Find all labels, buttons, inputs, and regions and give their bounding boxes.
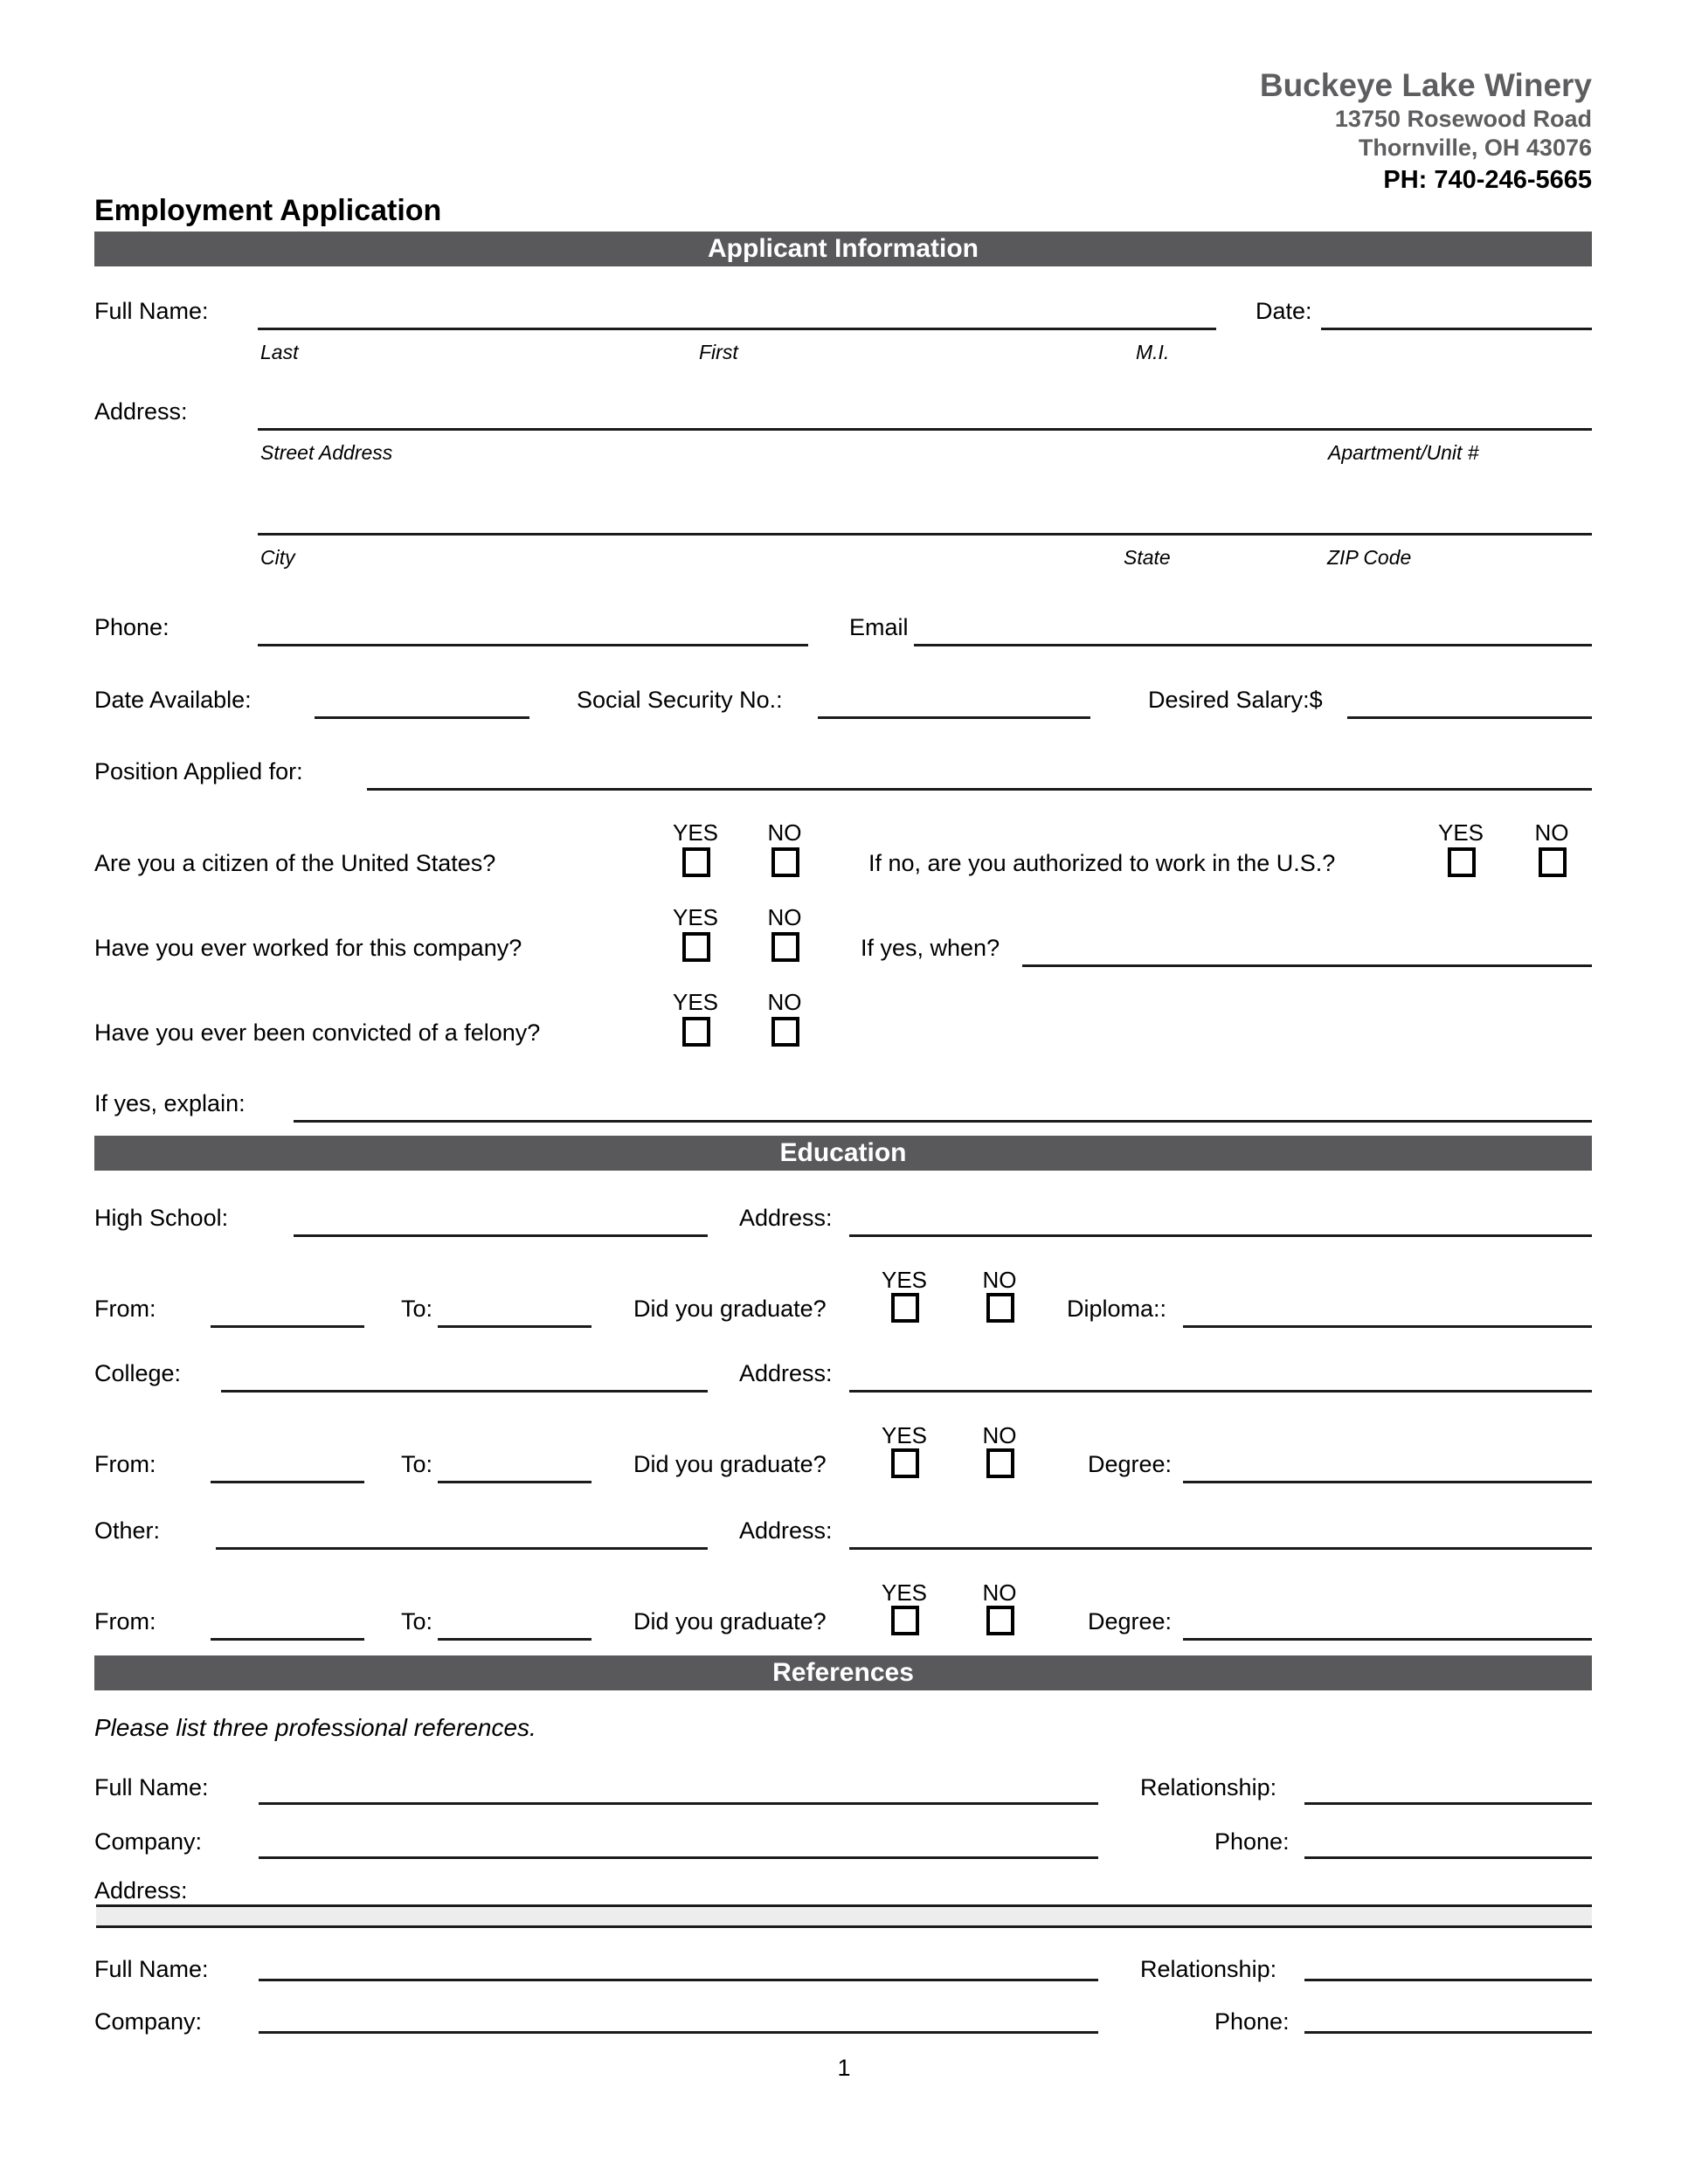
state-hint: State — [1124, 546, 1171, 569]
company-header — [1260, 66, 1592, 196]
hs-graduate-no-checkbox[interactable] — [986, 1293, 1014, 1323]
explain-label: If yes, explain: — [94, 1090, 246, 1116]
citizen-question: Are you a citizen of the United States? — [94, 850, 496, 876]
diploma-line[interactable] — [1183, 1296, 1592, 1328]
college-to-label: To: — [401, 1451, 433, 1477]
other-graduate-no-header: NO — [982, 1579, 1017, 1606]
full-name-line[interactable] — [258, 298, 1216, 330]
first-name-hint: First — [699, 341, 738, 363]
college-graduate-yes-checkbox[interactable] — [891, 1448, 919, 1478]
college-from-line[interactable] — [211, 1451, 364, 1483]
hs-graduate-question: Did you graduate? — [633, 1296, 827, 1322]
college-graduate-question: Did you graduate? — [633, 1451, 827, 1477]
high-school-line[interactable] — [294, 1205, 708, 1237]
apartment-unit-hint: Apartment/Unit # — [1328, 441, 1479, 464]
last-name-hint: Last — [260, 341, 299, 363]
city-hint: City — [260, 546, 295, 569]
college-graduate-no-checkbox[interactable] — [986, 1448, 1014, 1478]
phone-label: Phone: — [94, 614, 169, 640]
other-from-label: From: — [94, 1608, 156, 1635]
email-label: Email — [849, 614, 909, 640]
street-address-hint: Street Address — [260, 441, 393, 464]
hs-graduate-yes-checkbox[interactable] — [891, 1293, 919, 1323]
ref2-company-label: Company: — [94, 2008, 203, 2035]
high-school-address-label: Address: — [739, 1205, 833, 1231]
ref2-relationship-label: Relationship: — [1140, 1956, 1277, 1982]
date-available-label: Date Available: — [94, 687, 252, 713]
other-from-line[interactable] — [211, 1608, 364, 1641]
ref1-company-label: Company: — [94, 1828, 203, 1855]
worked-yes-header: YES — [672, 904, 719, 930]
other-degree-label: Degree: — [1088, 1608, 1173, 1635]
authorized-no-checkbox[interactable] — [1539, 847, 1567, 877]
college-label: College: — [94, 1360, 182, 1386]
college-address-label: Address: — [739, 1360, 833, 1386]
citizen-no-checkbox[interactable] — [771, 847, 799, 877]
zip-code-hint: ZIP Code — [1327, 546, 1412, 569]
other-to-line[interactable] — [438, 1608, 591, 1641]
ssn-line[interactable] — [818, 687, 1090, 719]
ref2-company-line[interactable] — [259, 2001, 1098, 2034]
worked-question: Have you ever worked for this company? — [94, 935, 522, 961]
other-graduate-yes-checkbox[interactable] — [891, 1606, 919, 1635]
section-bar-applicant-information: Applicant Information — [94, 232, 1592, 266]
other-graduate-question: Did you graduate? — [633, 1608, 827, 1635]
section-bar-references: References — [94, 1655, 1592, 1690]
phone-line[interactable] — [258, 614, 808, 646]
company-address-line2: Thornville, OH 43076 — [1358, 134, 1592, 161]
desired-salary-line[interactable] — [1347, 687, 1592, 719]
other-line[interactable] — [216, 1517, 708, 1550]
position-applied-label: Position Applied for: — [94, 758, 303, 784]
ssn-label: Social Security No.: — [577, 687, 783, 713]
company-address-line1: 13750 Rosewood Road — [1334, 106, 1592, 133]
ref2-phone-line[interactable] — [1304, 2001, 1592, 2034]
felony-no-checkbox[interactable] — [771, 1017, 799, 1047]
section-bar-education: Education — [94, 1136, 1592, 1171]
hs-to-line[interactable] — [438, 1296, 591, 1328]
company-phone: PH: 740-246-5665 — [1383, 166, 1592, 195]
ref1-full-name-label: Full Name: — [94, 1774, 209, 1800]
citizen-yes-header: YES — [672, 819, 719, 846]
page-title: Employment Application — [94, 194, 442, 227]
ref1-address-line2[interactable] — [96, 1907, 1592, 1928]
ref2-full-name-label: Full Name: — [94, 1956, 209, 1982]
college-line[interactable] — [221, 1360, 708, 1393]
ref1-address-label: Address: — [94, 1877, 188, 1904]
felony-yes-header: YES — [672, 989, 719, 1015]
authorized-yes-header: YES — [1437, 819, 1484, 846]
when-label: If yes, when? — [861, 935, 1000, 961]
college-graduate-yes-header: YES — [881, 1422, 928, 1448]
date-line[interactable] — [1321, 298, 1592, 330]
ref1-phone-label: Phone: — [1214, 1828, 1290, 1855]
references-note: Please list three professional references. — [94, 1714, 536, 1741]
ref2-full-name-line[interactable] — [259, 1949, 1098, 1981]
other-address-line[interactable] — [849, 1517, 1592, 1550]
page-number: 1 — [837, 2055, 851, 2081]
other-graduate-yes-header: YES — [881, 1579, 928, 1606]
citizen-no-header: NO — [767, 819, 802, 846]
worked-no-header: NO — [767, 904, 802, 930]
date-label: Date: — [1256, 298, 1312, 324]
full-name-label: Full Name: — [94, 298, 209, 324]
hs-from-line[interactable] — [211, 1296, 364, 1328]
hs-from-label: From: — [94, 1296, 156, 1322]
felony-no-header: NO — [767, 989, 802, 1015]
address-label: Address: — [94, 398, 188, 425]
hs-graduate-no-header: NO — [982, 1267, 1017, 1293]
felony-yes-checkbox[interactable] — [682, 1017, 710, 1047]
other-address-label: Address: — [739, 1517, 833, 1544]
college-degree-label: Degree: — [1088, 1451, 1173, 1477]
city-state-zip-line[interactable] — [258, 503, 1592, 536]
college-degree-line[interactable] — [1183, 1451, 1592, 1483]
ref1-full-name-line[interactable] — [259, 1773, 1098, 1805]
high-school-address-line[interactable] — [849, 1205, 1592, 1237]
position-applied-line[interactable] — [367, 758, 1592, 791]
middle-initial-hint: M.I. — [1136, 341, 1170, 363]
other-graduate-no-checkbox[interactable] — [986, 1606, 1014, 1635]
street-address-line[interactable] — [258, 398, 1592, 431]
ref2-relationship-line[interactable] — [1304, 1949, 1592, 1981]
hs-graduate-yes-header: YES — [881, 1267, 928, 1293]
hs-to-label: To: — [401, 1296, 433, 1322]
ref1-relationship-line[interactable] — [1304, 1773, 1592, 1805]
authorized-question: If no, are you authorized to work in the U.S.? — [868, 850, 1336, 876]
other-degree-line[interactable] — [1183, 1608, 1592, 1641]
other-label: Other: — [94, 1517, 161, 1544]
ref1-address-line1[interactable] — [96, 1875, 1592, 1907]
diploma-label: Diploma:: — [1067, 1296, 1167, 1322]
college-to-line[interactable] — [438, 1451, 591, 1483]
college-address-line[interactable] — [849, 1360, 1592, 1393]
college-graduate-no-header: NO — [982, 1422, 1017, 1448]
company-name: Buckeye Lake Winery — [1259, 67, 1592, 103]
ref1-phone-line[interactable] — [1304, 1827, 1592, 1859]
authorized-yes-checkbox[interactable] — [1448, 847, 1476, 877]
authorized-no-header: NO — [1534, 819, 1569, 846]
worked-yes-checkbox[interactable] — [682, 932, 710, 962]
ref2-phone-label: Phone: — [1214, 2008, 1290, 2035]
when-line[interactable] — [1022, 935, 1592, 967]
date-available-line[interactable] — [315, 687, 529, 719]
ref1-company-line[interactable] — [259, 1827, 1098, 1859]
felony-question: Have you ever been convicted of a felony? — [94, 1019, 541, 1046]
citizen-yes-checkbox[interactable] — [682, 847, 710, 877]
college-from-label: From: — [94, 1451, 156, 1477]
email-line[interactable] — [914, 614, 1592, 646]
explain-line[interactable] — [294, 1090, 1592, 1123]
other-to-label: To: — [401, 1608, 433, 1635]
desired-salary-label: Desired Salary:$ — [1148, 687, 1323, 713]
ref1-relationship-label: Relationship: — [1140, 1774, 1277, 1800]
high-school-label: High School: — [94, 1205, 229, 1231]
worked-no-checkbox[interactable] — [771, 932, 799, 962]
